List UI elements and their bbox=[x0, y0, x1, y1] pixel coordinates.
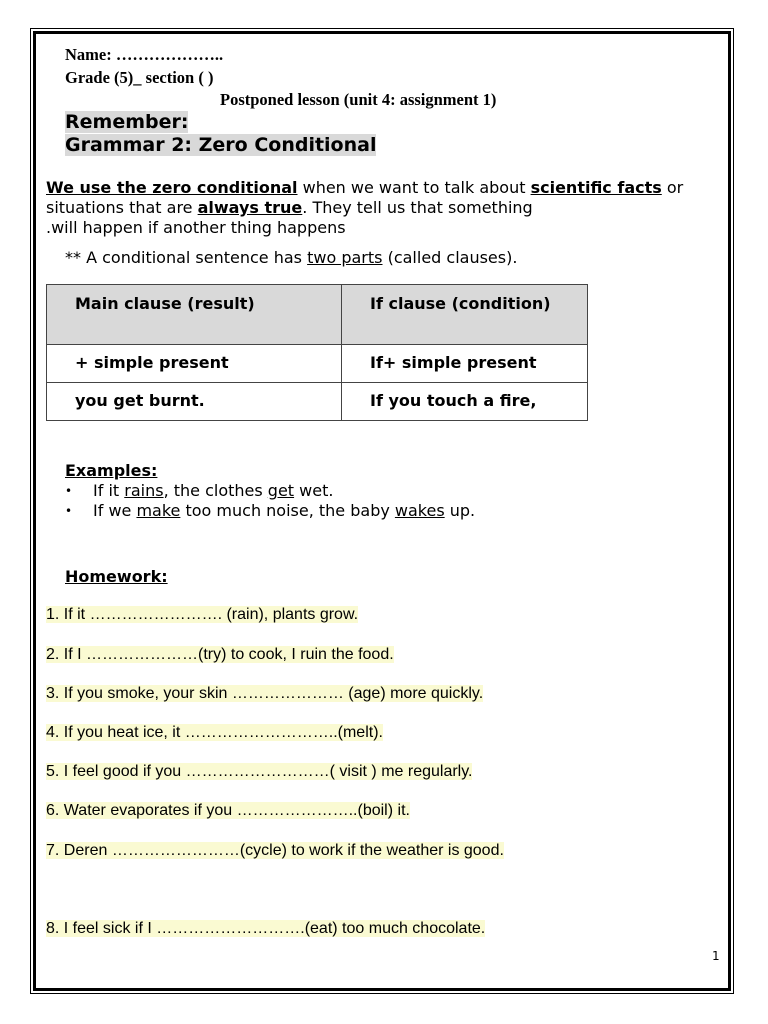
list-item bbox=[65, 501, 475, 521]
homework-item bbox=[46, 919, 485, 939]
bullet-icon: • bbox=[65, 484, 73, 498]
intro-line-2: .will happen if another thing happens bbox=[46, 218, 346, 237]
homework-text: 7. Deren ……………………(cycle) to work if the weather is good. bbox=[46, 842, 504, 859]
name-line: Name: ……………….. bbox=[65, 45, 224, 64]
table-header-if: If clause (condition) bbox=[342, 285, 588, 345]
table-header-main: Main clause (result) bbox=[47, 285, 342, 345]
homework-item bbox=[46, 801, 410, 821]
table-cell: you get burnt. bbox=[47, 383, 342, 421]
table-cell: + simple present bbox=[47, 345, 342, 383]
list-item bbox=[65, 481, 475, 501]
intro-text-3: . They tell us that something bbox=[302, 198, 533, 217]
homework-item bbox=[46, 723, 383, 743]
grammar-title-text: Grammar 2: Zero Conditional bbox=[65, 134, 377, 156]
page-number: 1 bbox=[712, 949, 720, 963]
homework-text: 1. If it ……………………. (rain), plants grow. bbox=[46, 606, 359, 623]
example-text: up. bbox=[444, 501, 476, 520]
intro-text-2: or situations that are bbox=[46, 178, 684, 217]
intro-paragraph bbox=[46, 178, 706, 238]
homework-item bbox=[46, 762, 472, 782]
table-header-row bbox=[47, 285, 588, 345]
homework-text: 8. I feel sick if I ……………………….(eat) too much chocolate. bbox=[46, 920, 486, 937]
example-verb: rains bbox=[124, 481, 164, 500]
homework-item bbox=[46, 684, 483, 704]
table-row bbox=[47, 345, 588, 383]
intro-line-1 bbox=[46, 178, 706, 218]
remember-heading bbox=[65, 111, 188, 133]
example-verb: wakes bbox=[394, 501, 445, 520]
table-cell: If+ simple present bbox=[342, 345, 588, 383]
example-text: If it bbox=[93, 481, 125, 500]
intro-always-true: always true bbox=[197, 198, 303, 217]
example-text: wet. bbox=[294, 481, 334, 500]
homework-heading: Homework: bbox=[65, 567, 168, 586]
example-text: If we bbox=[93, 501, 137, 520]
table-row bbox=[47, 383, 588, 421]
parts-text-before: ** A conditional sentence has bbox=[65, 248, 308, 267]
homework-item bbox=[46, 841, 504, 861]
grade-section-line: Grade (5)_ section ( ) bbox=[65, 68, 214, 87]
examples-heading: Examples: bbox=[65, 461, 158, 480]
homework-text: 6. Water evaporates if you …………………..(boil) it. bbox=[46, 802, 410, 819]
intro-scientific-facts: scientific facts bbox=[530, 178, 662, 197]
example-verb: make bbox=[136, 501, 181, 520]
remember-label: Remember: bbox=[65, 111, 189, 133]
homework-item bbox=[46, 645, 394, 665]
parts-text-after: (called clauses). bbox=[382, 248, 518, 267]
clause-table bbox=[46, 284, 588, 421]
grammar-title bbox=[65, 134, 376, 156]
example-text: too much noise, the baby bbox=[180, 501, 395, 520]
intro-text-1: when we want to talk about bbox=[297, 178, 531, 197]
homework-item bbox=[46, 605, 358, 625]
homework-text: 4. If you heat ice, it ………………………..(melt). bbox=[46, 724, 383, 741]
table-cell: If you touch a fire, bbox=[342, 383, 588, 421]
examples-list bbox=[65, 481, 475, 521]
bullet-icon: • bbox=[65, 504, 73, 518]
conditional-parts-line bbox=[65, 248, 517, 267]
homework-text: 2. If I …………………(try) to cook, I ruin the food. bbox=[46, 646, 394, 663]
example-text: , the clothes bbox=[163, 481, 268, 500]
example-verb: get bbox=[267, 481, 295, 500]
parts-underlined: two parts bbox=[307, 248, 383, 267]
homework-text: 5. I feel good if you ………………………( visit ) me regularly. bbox=[46, 763, 473, 780]
intro-key-phrase: We use the zero conditional bbox=[46, 178, 298, 197]
homework-text: 3. If you smoke, your skin ………………… (age) more quickly. bbox=[46, 685, 484, 702]
lesson-title: Postponed lesson (unit 4: assignment 1) bbox=[220, 90, 497, 109]
